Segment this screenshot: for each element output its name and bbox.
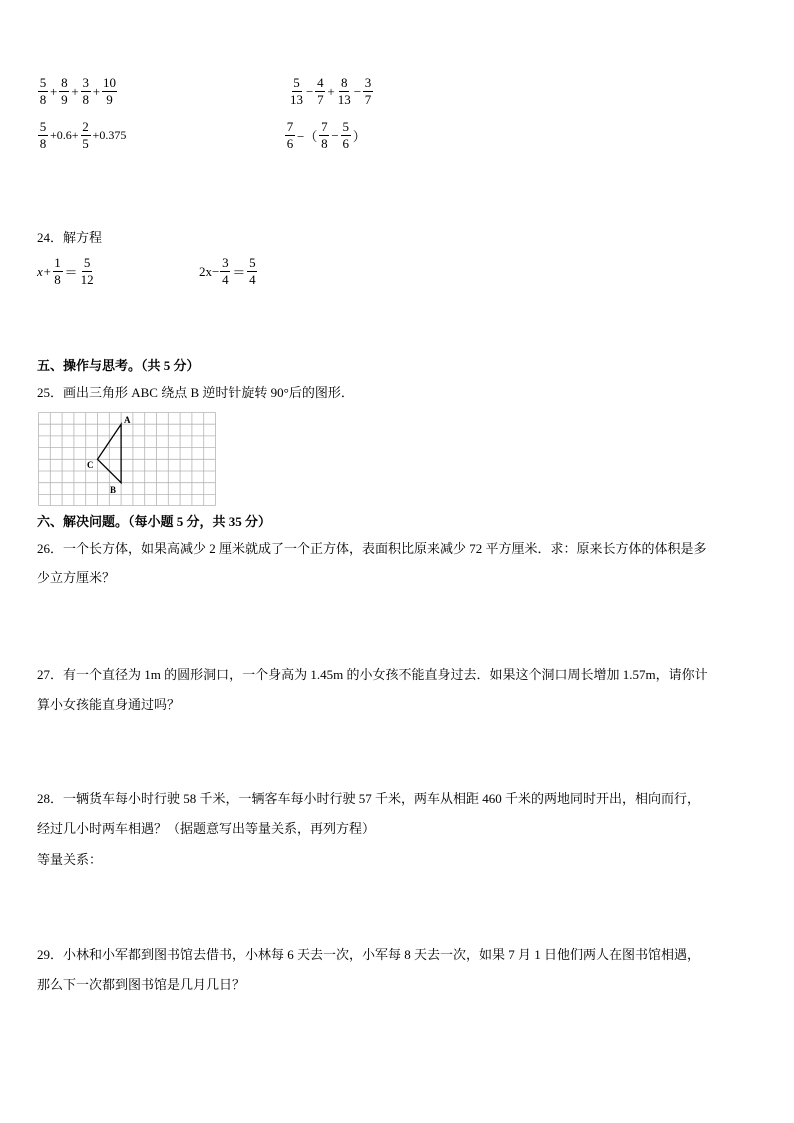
- numerator: 1: [54, 255, 61, 270]
- numerator: 5: [83, 255, 91, 270]
- equation-prefix: x+: [37, 263, 52, 279]
- operator-group: +0.6+: [50, 128, 79, 142]
- expression-1: [37, 76, 118, 107]
- question-26-line-1: 26．一个长方体，如果高减少 2 厘米就成了一个正方体，表面积比原来减少 72 平方厘米．求：原来长方体的体积是多: [37, 541, 707, 556]
- question-28-line-3: 等量关系：: [37, 852, 103, 867]
- numerator: 5: [39, 119, 47, 134]
- numerator: 8: [340, 75, 348, 90]
- equation-1: [37, 256, 96, 287]
- numerator: 8: [61, 75, 68, 90]
- denominator: 8: [39, 92, 47, 107]
- denominator: 8: [39, 136, 47, 151]
- denominator: 7: [317, 92, 324, 107]
- question-25-text: 25．画出三角形 ABC 绕点 B 逆时针旋转 90°后的图形．: [37, 385, 354, 400]
- denominator: 6: [342, 136, 349, 151]
- denominator: 8: [321, 136, 328, 151]
- question-27-line-2: 算小女孩能直身通过吗？: [37, 697, 181, 712]
- expression-4: [284, 120, 367, 151]
- denominator: 8: [54, 272, 61, 287]
- question-28-line-1: 28．一辆货车每小时行驶 58 千米，一辆客车每小时行驶 57 千米，两车从相距 460 千米的两地同时开出，相向而行，: [37, 791, 701, 806]
- denominator: 8: [82, 92, 89, 107]
- vertex-b-label: B: [110, 485, 117, 495]
- section-5-heading: 五、操作与思考。（共 5 分）: [37, 358, 200, 373]
- operator: −: [331, 127, 339, 143]
- question-28-line-2: 经过几小时两车相遇？（据题意写出等量关系，再列方程）: [37, 821, 376, 836]
- fraction: [315, 76, 325, 107]
- fraction: [247, 256, 257, 287]
- numerator: 7: [286, 119, 294, 134]
- fraction: [53, 256, 63, 287]
- fraction: [80, 256, 95, 287]
- operator-group: +0.375: [92, 128, 127, 142]
- numerator: 5: [249, 255, 256, 270]
- operator: ）: [352, 129, 366, 144]
- question-27-line-1: 27．有一个直径为 1m 的圆形洞口，一个身高为 1.45m 的小女孩不能直身过去．如果这个洞口周长增加 1.57m，请你计: [37, 667, 708, 682]
- denominator: 13: [290, 92, 303, 107]
- numerator: 3: [82, 75, 89, 90]
- fraction: [285, 120, 295, 151]
- operator: +: [92, 83, 101, 99]
- equals-sign: ＝: [232, 265, 246, 280]
- numerator: 5: [39, 75, 47, 90]
- grid-lines: [39, 413, 216, 506]
- numerator: 3: [222, 255, 229, 270]
- fraction: [102, 76, 117, 107]
- numerator: 2: [82, 119, 89, 134]
- denominator: 9: [61, 92, 68, 107]
- question-24-title: 24．解方程: [37, 230, 103, 245]
- denominator: 7: [364, 92, 372, 107]
- denominator: 9: [106, 92, 113, 107]
- fraction: [319, 120, 329, 151]
- fraction: [363, 76, 373, 107]
- numerator: 5: [342, 119, 349, 134]
- fraction: [59, 76, 69, 107]
- fraction: [341, 120, 351, 151]
- expression-2: [288, 76, 374, 107]
- numerator: 4: [317, 75, 324, 90]
- numerator: 7: [321, 119, 328, 134]
- fraction: [38, 120, 48, 151]
- question-29-line-2: 那么下一次都到图书馆是几月几日？: [37, 977, 246, 992]
- numerator: 3: [364, 75, 372, 90]
- question-29-line-1: 29．小林和小军都到图书馆去借书，小林每 6 天去一次，小军每 8 天去一次，如果 7 月 1 日他们两人在图书馆相遇，: [37, 947, 701, 962]
- question-26-line-2: 少立方厘米？: [37, 570, 116, 585]
- operator: +: [327, 83, 335, 99]
- equation-2: [199, 256, 258, 287]
- fraction: [81, 76, 91, 107]
- denominator: 4: [249, 272, 256, 287]
- fraction: [81, 120, 91, 151]
- fraction: [337, 76, 352, 107]
- equals-sign: ＝: [64, 265, 78, 280]
- rotation-grid-figure: [38, 412, 216, 506]
- operator: +: [50, 83, 58, 99]
- denominator: 12: [80, 272, 94, 287]
- denominator: 4: [222, 272, 229, 287]
- numerator: 5: [293, 75, 300, 90]
- denominator: 5: [82, 136, 89, 151]
- fraction: [220, 256, 230, 287]
- vertex-a-label: A: [124, 415, 131, 425]
- denominator: 6: [286, 136, 294, 151]
- operator: −: [353, 83, 362, 99]
- numerator: 10: [103, 75, 117, 90]
- operator: −（: [297, 129, 318, 144]
- vertex-c-label: C: [87, 460, 94, 470]
- expression-3: [37, 120, 127, 151]
- operator: −: [306, 83, 314, 99]
- fraction: [38, 76, 48, 107]
- section-6-heading: 六、解决问题。（每小题 5 分，共 35 分）: [37, 514, 272, 529]
- equation-prefix: 2x−: [199, 263, 220, 279]
- operator: +: [71, 83, 79, 99]
- denominator: 13: [337, 92, 351, 107]
- fraction: [289, 76, 304, 107]
